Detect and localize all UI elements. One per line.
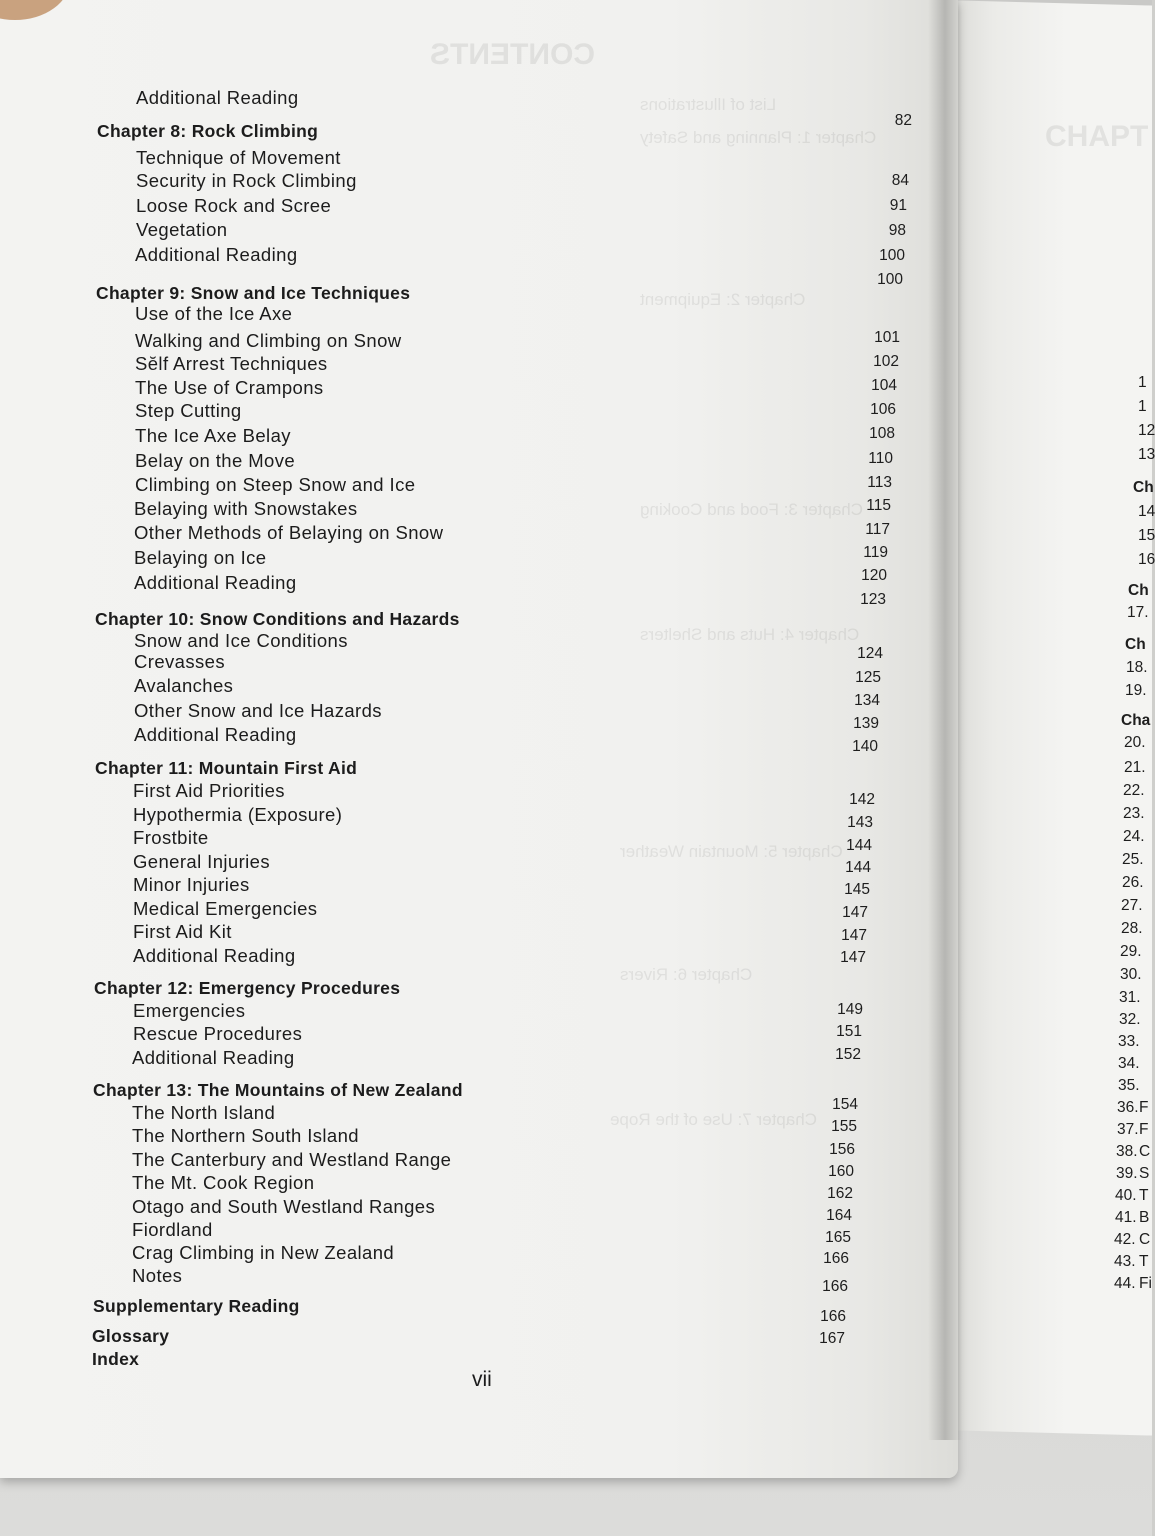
page-number: 104	[871, 377, 897, 394]
right-page-entry-fragment: C	[1139, 1231, 1151, 1248]
toc-entry: General Injuries	[133, 851, 270, 872]
right-page-number: 41.	[1115, 1209, 1137, 1226]
toc-entry: Additional Reading	[133, 945, 296, 966]
page-number: 151	[836, 1023, 862, 1040]
toc-entry: Sĕlf Arrest Techniques	[135, 353, 328, 374]
show-through-text: List of Illustrations	[640, 95, 777, 114]
page-number: 147	[841, 927, 867, 944]
right-page-number: 24.	[1123, 828, 1145, 845]
page-number: 166	[820, 1308, 846, 1325]
page-number: 84	[891, 172, 909, 189]
right-page-entry-fragment: S	[1139, 1165, 1150, 1182]
right-page-number: 40.	[1115, 1187, 1137, 1204]
toc-entry: Additional Reading	[134, 572, 297, 593]
page-number: 139	[853, 715, 879, 732]
page-number: 164	[826, 1207, 852, 1224]
right-page-number: 35.	[1118, 1077, 1140, 1094]
right-page-number: 20.	[1124, 734, 1146, 751]
toc-entry: Vegetation	[136, 219, 228, 240]
toc-entry: Minor Injuries	[133, 874, 250, 895]
right-page-number: 42.	[1114, 1231, 1136, 1248]
right-page-number: 12	[1138, 422, 1155, 439]
toc-entry: Hypothermia (Exposure)	[133, 804, 343, 825]
page-number: 154	[832, 1096, 858, 1113]
right-page-chapter-fragment: Ch	[1125, 636, 1146, 653]
toc-entry: Technique of Movement	[136, 147, 341, 168]
show-through-text: Chapter 6: Rivers	[620, 965, 753, 984]
toc-entry: Frostbite	[133, 827, 209, 848]
right-page-number: 23.	[1123, 805, 1145, 822]
right-page-chapter-fragment: Cha	[1121, 712, 1151, 729]
page-number: 123	[860, 591, 886, 608]
show-through-text: Chapter 2: Equipment	[640, 290, 806, 309]
toc-entry: Emergencies	[133, 1000, 246, 1021]
page-number: 117	[865, 521, 890, 538]
toc-entry: Avalanches	[134, 675, 234, 696]
right-page-number: 1	[1138, 398, 1147, 415]
page-number: 100	[877, 271, 903, 288]
show-through-heading: CONTENTS	[430, 38, 595, 71]
right-page-number: 43.	[1114, 1253, 1136, 1270]
page-number: 167	[819, 1330, 845, 1347]
chapter-heading: Chapter 8: Rock Climbing	[97, 121, 319, 141]
right-page-number: 37.	[1117, 1121, 1139, 1138]
page-number: 91	[889, 197, 907, 214]
right-page-number: 13	[1138, 446, 1155, 463]
section-heading: Index	[92, 1349, 140, 1369]
page-number: 124	[857, 645, 883, 662]
right-page-entry-fragment: B	[1139, 1209, 1150, 1226]
toc-entry: Notes	[132, 1265, 183, 1286]
right-page-number: 30.	[1120, 966, 1142, 983]
toc-entry: The Ice Axe Belay	[135, 425, 291, 446]
page-number: 147	[842, 904, 868, 921]
toc-entry: Belay on the Move	[135, 450, 296, 471]
page-number: 134	[854, 692, 880, 709]
toc-entry: Rescue Procedures	[133, 1023, 303, 1044]
right-page-number: 25.	[1122, 851, 1144, 868]
right-page-number: 15	[1138, 527, 1155, 544]
toc-entry: First Aid Priorities	[133, 780, 285, 801]
right-page-number: 21.	[1124, 759, 1146, 776]
page-number: 152	[835, 1046, 861, 1063]
right-page-entry-fragment: T	[1139, 1253, 1149, 1270]
page-number: 156	[829, 1141, 855, 1158]
right-page-number: 22.	[1123, 782, 1145, 799]
show-through-text: Chapter 1: Planning and Safety	[640, 128, 877, 147]
book-gutter	[928, 0, 962, 1440]
page-number: 155	[831, 1118, 857, 1135]
right-page-number: 36.	[1117, 1099, 1139, 1116]
page-number: 166	[823, 1250, 849, 1267]
section-heading: Supplementary Reading	[93, 1296, 300, 1316]
page-number: 110	[868, 450, 893, 467]
right-page-entry-fragment: C	[1139, 1143, 1151, 1160]
show-through-text: Chapter 5: Mountain Weather	[620, 842, 843, 861]
toc-entry: Medical Emergencies	[133, 898, 318, 919]
page-number: 142	[849, 791, 875, 808]
toc-entry: The Mt. Cook Region	[132, 1172, 315, 1193]
page-folio: vii	[472, 1368, 492, 1391]
right-page-number: 44.	[1114, 1275, 1136, 1292]
toc-entry: Additional Reading	[136, 87, 299, 108]
page-number: 106	[870, 401, 896, 418]
right-page-number: 33.	[1118, 1033, 1140, 1050]
show-through-text: Chapter 4: Huts and Shelters	[640, 625, 860, 644]
page-number: 140	[852, 738, 878, 755]
toc-entry: The Canterbury and Westland Range	[132, 1149, 452, 1170]
right-page-chapter-fragment: Ch	[1133, 479, 1154, 496]
right-page-number: 38.	[1116, 1143, 1138, 1160]
toc-entry: Snow and Ice Conditions	[134, 630, 348, 651]
toc-entry: Belaying with Snowstakes	[134, 498, 358, 519]
right-page-entry-fragment: Fi	[1139, 1275, 1152, 1292]
right-page-number: 28.	[1121, 920, 1143, 937]
page-number: 125	[855, 669, 881, 686]
right-page-number: 16	[1138, 551, 1155, 568]
chapter-heading: Chapter 13: The Mountains of New Zealand	[93, 1080, 463, 1100]
toc-entry: Other Snow and Ice Hazards	[134, 700, 382, 721]
chapter-heading: Chapter 11: Mountain First Aid	[95, 758, 358, 778]
toc-entry: Additional Reading	[134, 724, 297, 745]
right-page-number: 14	[1138, 503, 1155, 520]
toc-entry: Loose Rock and Scree	[136, 195, 332, 216]
page-number: 144	[845, 859, 871, 876]
page-number: 102	[873, 353, 899, 370]
page-number: 100	[879, 247, 905, 264]
right-page-number: 19.	[1125, 682, 1147, 699]
page-number: 113	[867, 474, 892, 491]
toc-entry: Other Methods of Belaying on Snow	[134, 522, 444, 543]
toc-entry: Security in Rock Climbing	[136, 170, 357, 191]
toc-entry: Otago and South Westland Ranges	[132, 1196, 436, 1217]
chapter-heading: Chapter 9: Snow and Ice Techniques	[96, 283, 411, 303]
right-page-number: 34.	[1118, 1055, 1140, 1072]
toc-entry: First Aid Kit	[133, 921, 232, 942]
toc-entry: Climbing on Steep Snow and Ice	[135, 474, 416, 495]
page-number: 145	[844, 881, 870, 898]
page-number: 101	[874, 329, 900, 346]
right-page-entry-fragment: F	[1139, 1099, 1149, 1116]
page-number: 119	[863, 544, 888, 561]
page-number: 147	[840, 949, 866, 966]
toc-entry: Fiordland	[132, 1219, 213, 1240]
right-page-number: 29.	[1120, 943, 1142, 960]
page-number: 143	[847, 814, 873, 831]
toc-entry: Additional Reading	[132, 1047, 295, 1068]
right-page-number: 18.	[1126, 659, 1148, 676]
right-page-number: 26.	[1122, 874, 1144, 891]
right-page-number: 39.	[1116, 1165, 1138, 1182]
toc-entry: Step Cutting	[135, 400, 242, 421]
chapter-heading: Chapter 12: Emergency Procedures	[94, 978, 401, 998]
toc-entry: Use of the Ice Axe	[135, 303, 293, 324]
page-number: 108	[869, 425, 895, 442]
right-page-number: 17.	[1127, 604, 1149, 621]
toc-entry: Additional Reading	[135, 244, 298, 265]
right-page-entry-fragment: F	[1139, 1121, 1149, 1138]
right-page-chapter-fragment: Ch	[1128, 582, 1149, 599]
right-page-number: 32.	[1119, 1011, 1141, 1028]
page-number: 162	[827, 1185, 853, 1202]
page-number: 160	[828, 1163, 854, 1180]
page-number: 115	[866, 497, 891, 514]
page-number: 144	[846, 837, 872, 854]
page-number: 166	[822, 1278, 848, 1295]
right-page-number: 1	[1138, 374, 1147, 391]
page-number: 98	[888, 222, 906, 239]
toc-entry: Crevasses	[134, 651, 225, 672]
page-number: 149	[837, 1001, 863, 1018]
right-page-number: 27.	[1121, 897, 1143, 914]
show-through-text: Chapter 7: Use of the Rope	[610, 1110, 817, 1129]
right-show-through: CHAPT	[1045, 120, 1149, 153]
show-through-text: Chapter 3: Food and Cooking	[640, 500, 864, 519]
page-number: 120	[861, 567, 887, 584]
right-page-number: 31.	[1119, 989, 1141, 1006]
toc-entry: Walking and Climbing on Snow	[135, 330, 402, 351]
toc-entry: Crag Climbing in New Zealand	[132, 1242, 395, 1263]
page-number: 165	[825, 1229, 851, 1246]
right-page-entry-fragment: T	[1139, 1187, 1149, 1204]
toc-entry: The Use of Crampons	[135, 377, 324, 398]
toc-entry: Belaying on Ice	[134, 547, 267, 568]
toc-entry: The North Island	[132, 1102, 276, 1123]
section-heading: Glossary	[92, 1326, 170, 1346]
chapter-heading: Chapter 10: Snow Conditions and Hazards	[95, 609, 460, 629]
toc-entry: The Northern South Island	[132, 1125, 359, 1146]
page-number: 82	[894, 112, 912, 129]
